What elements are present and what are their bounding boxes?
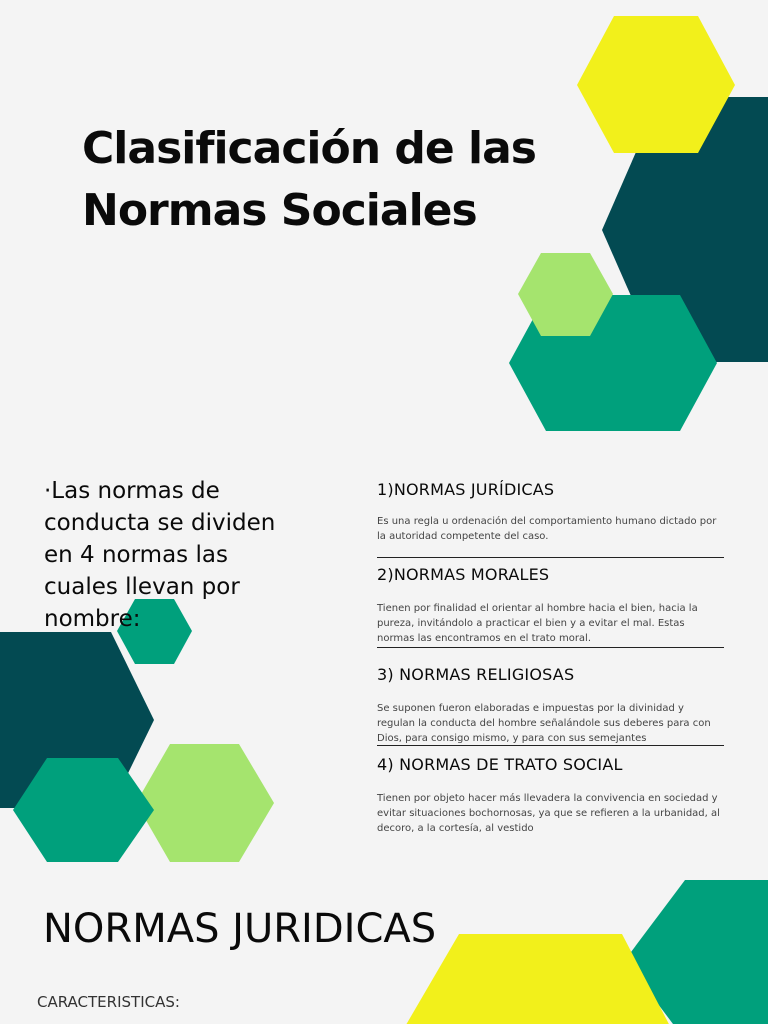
section-title: NORMAS JURIDICAS <box>43 906 437 952</box>
norm-heading: 2)NORMAS MORALES <box>377 565 550 584</box>
norm-description: Tienen por finalidad el orientar al hombre hacia el bien, hacia la pureza, invitándolo a practicar el bien y a evitar el mal. Estas normas las encontramos en el trato moral. <box>377 603 698 644</box>
title-line-1: Clasificación de las <box>82 123 536 174</box>
intro-text: ·Las normas de conducta se dividen en 4 normas las cuales llevan por nombre: <box>44 478 276 632</box>
hexagon-light-green-left <box>136 744 274 862</box>
norm-description: Tienen por objeto hacer más llevadera la convivencia en sociedad y evitar situaciones bochornosas, ya que se refieren a la urbanidad, al decoro, a la cortesía, al vestido <box>377 793 720 834</box>
norm-item-juridicas <box>377 475 724 558</box>
norm-heading: 3) NORMAS RELIGIOSAS <box>377 665 575 684</box>
norm-heading: 4) NORMAS DE TRATO SOCIAL <box>377 755 623 774</box>
norm-description: Se suponen fueron elaboradas e impuestas por la divinidad y regulan la conducta del hombre señalándole sus deberes para con Dios, para consigo mismo, y para con sus semejantes <box>377 703 711 744</box>
section-subtitle: CARACTERISTICAS: <box>37 993 180 1011</box>
hexagon-yellow-bottom <box>403 934 672 1024</box>
norm-description: Es una regla u ordenación del comportamiento humano dictado por la autoridad competente del caso. <box>377 516 717 542</box>
title-line-2: Normas Sociales <box>82 185 477 236</box>
norm-item-religiosas <box>377 648 724 746</box>
page-title <box>82 118 536 242</box>
norm-item-trato-social <box>377 746 724 836</box>
norm-heading: 1)NORMAS JURÍDICAS <box>377 480 555 499</box>
norm-item-morales <box>377 558 724 648</box>
norms-list <box>377 475 724 836</box>
